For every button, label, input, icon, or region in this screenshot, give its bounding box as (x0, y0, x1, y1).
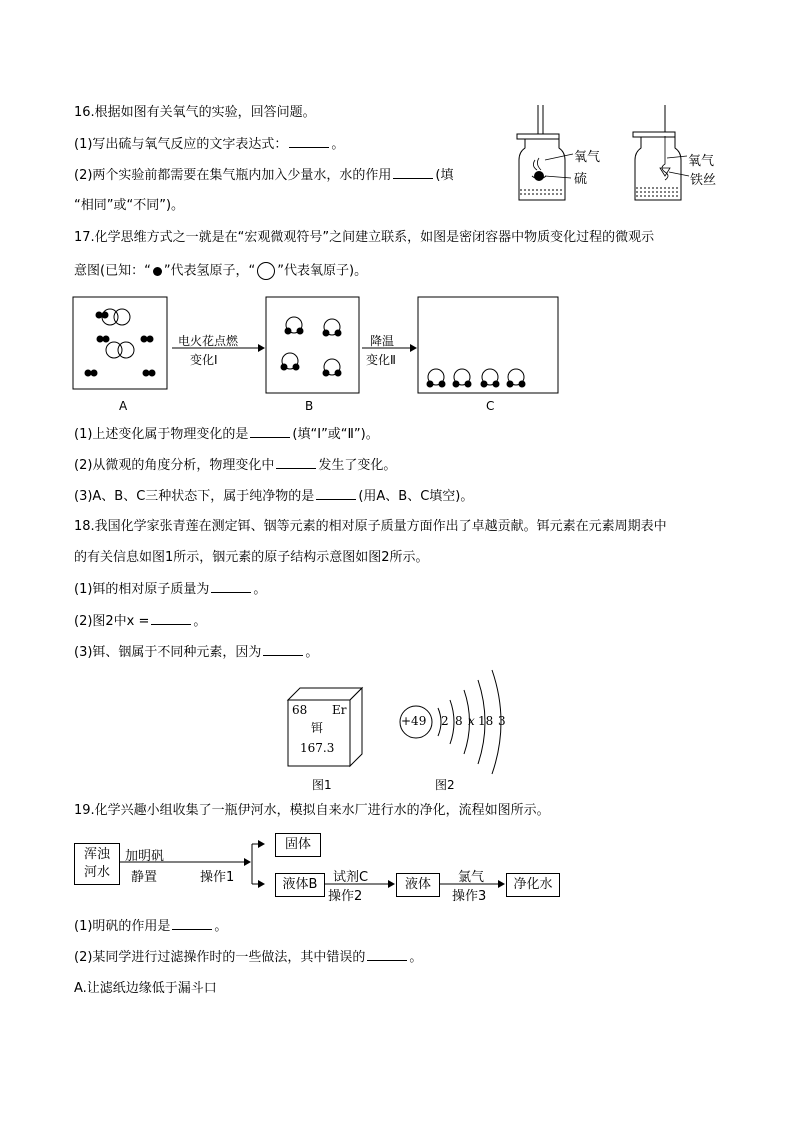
solid-box: 固体 (275, 833, 321, 857)
q17-title: 17.化学思维方式之一就是在“宏观微观符号”之间建立联系，如图是密闭容器中物质变化过程的微观示 (74, 230, 655, 245)
settle-label: 静置 (131, 870, 158, 885)
q17-part1 (74, 425, 379, 444)
q16-part2-end: (填 (435, 168, 454, 183)
answer-blank (151, 612, 191, 625)
answer-blank (263, 643, 303, 656)
answer-blank (316, 487, 356, 500)
q19-part1 (74, 917, 227, 936)
nucleus-charge: +49 (401, 714, 427, 728)
element-symbol: Er (332, 703, 347, 717)
q19-option-a: A.让滤纸边缘低于漏斗口 (74, 981, 217, 996)
q16-part1-end: 。 (331, 137, 345, 152)
reagent-c-label: 试剂C (333, 870, 369, 885)
q19-part2 (74, 948, 422, 967)
oxygen-atom-icon (257, 262, 275, 280)
element-name: 铒 (311, 721, 324, 735)
sulfur-label: 硫 (574, 172, 588, 187)
q18-part3-end: 。 (305, 645, 319, 660)
answer-blank (250, 425, 290, 438)
q18-part1 (74, 580, 266, 599)
answer-blank (367, 948, 407, 961)
q16-part1-text: (1)写出硫与氧气反应的文字表达式： (74, 137, 288, 152)
q17-legend-text-c: ”代表氧原子)。 (277, 263, 368, 279)
q18-part2-end: 。 (193, 614, 207, 629)
shell-4: 18 (478, 714, 494, 728)
q17-legend-text-b: ”代表氢原子，“ (163, 263, 256, 279)
q17-title-line2 (74, 262, 367, 281)
answer-blank (172, 917, 212, 930)
element-number: 68 (292, 703, 308, 717)
shell-3: x (468, 714, 475, 728)
q19-part1-end: 。 (214, 919, 228, 934)
arrow2-bottom-label: 变化Ⅱ (366, 353, 396, 367)
q17-part2-end: 发生了变化。 (318, 458, 397, 473)
muddy-water-line2: 河水 (83, 865, 110, 880)
q19-part1-text: (1)明矾的作用是 (74, 919, 171, 934)
box-b (266, 297, 359, 393)
q19-part2-text: (2)某同学进行过滤操作时的一些做法，其中错误的 (74, 950, 366, 965)
q18-part2-text: (2)图2中x = (74, 614, 150, 629)
q17-part2-text: (2)从微观的角度分析，物理变化中 (74, 458, 275, 473)
muddy-water-line1: 浑浊 (83, 847, 110, 862)
hydrogen-atom-icon (153, 267, 162, 276)
muddy-water-box (74, 843, 120, 885)
arrow1-bottom-label: 变化Ⅰ (190, 353, 218, 367)
answer-blank (393, 166, 433, 179)
box-c (418, 297, 558, 393)
q18-part3-text: (3)铒、铟属于不同种元素，因为 (74, 645, 262, 660)
q17-part3-text: (3)A、B、C三种状态下，属于纯净物的是 (74, 489, 315, 504)
q17-part1-end: (填“Ⅰ”或“Ⅱ”)。 (292, 427, 379, 442)
q17-part3 (74, 487, 473, 506)
arrow1-top-label: 电火花点燃 (178, 334, 239, 348)
liquid-box: 液体 (396, 873, 440, 897)
iron-wire-label: 铁丝 (690, 173, 717, 188)
q18-title-line2: 的有关信息如图1所示，铟元素的原子结构示意图如图2所示。 (74, 550, 429, 565)
q18-part2 (74, 612, 206, 631)
q16-part2 (74, 166, 454, 185)
oxygen-label-2: 氧气 (688, 154, 715, 169)
q17-micro-diagram (72, 295, 572, 395)
q17-part3-end: (用A、B、C填空)。 (358, 489, 474, 504)
shell-2: 8 (455, 714, 463, 728)
label-a: A (119, 399, 128, 413)
q19-title: 19.化学兴趣小组收集了一瓶伊河水，模拟自来水厂进行水的净化，流程如图所示。 (74, 803, 550, 818)
q19-part2-end: 。 (409, 950, 423, 965)
q16-title: 16.根据如图有关氧气的实验，回答问题。 (74, 105, 316, 120)
chlorine-label: 氯气 (458, 870, 485, 885)
q16-part1 (74, 135, 344, 154)
answer-blank (289, 135, 329, 148)
shell-1: 2 (441, 714, 449, 728)
liquid-b-box: 液体B (275, 873, 325, 897)
q17-part1-text: (1)上述变化属于物理变化的是 (74, 427, 249, 442)
q18-part3 (74, 643, 318, 662)
q18-title: 18.我国化学家张青莲在测定铒、铟等元素的相对原子质量方面作出了卓越贡献。铒元素在元素周期表中 (74, 519, 667, 534)
sulfur-bottle-icon (517, 105, 565, 200)
answer-blank (276, 456, 316, 469)
op1-label: 操作1 (200, 870, 235, 885)
element-mass: 167.3 (300, 741, 335, 755)
q18-part1-text: (1)铒的相对原子质量为 (74, 582, 210, 597)
oxygen-label-1: 氧气 (574, 150, 601, 165)
shell-5: 3 (498, 714, 506, 728)
q17-part2 (74, 456, 396, 475)
add-alum-label: 加明矾 (125, 849, 165, 864)
arrow2-top-label: 降温 (370, 334, 395, 348)
op3-label: 操作3 (452, 889, 487, 904)
label-c: C (486, 399, 495, 413)
op2-label: 操作2 (328, 889, 363, 904)
q16-part2-text: (2)两个实验前都需要在集气瓶内加入少量水，水的作用 (74, 168, 392, 183)
label-b: B (305, 399, 314, 413)
element-cell-figure (286, 686, 366, 768)
q16-part2-line2: “相同”或“不同”)。 (74, 198, 185, 213)
fig1-caption: 图1 (312, 778, 332, 792)
purified-water-box: 净化水 (506, 873, 560, 897)
fig2-caption: 图2 (435, 778, 455, 792)
q17-legend-text-a: 意图(已知：“ (74, 263, 151, 279)
q18-part1-end: 。 (253, 582, 267, 597)
iron-bottle-icon (633, 105, 681, 200)
answer-blank (211, 580, 251, 593)
